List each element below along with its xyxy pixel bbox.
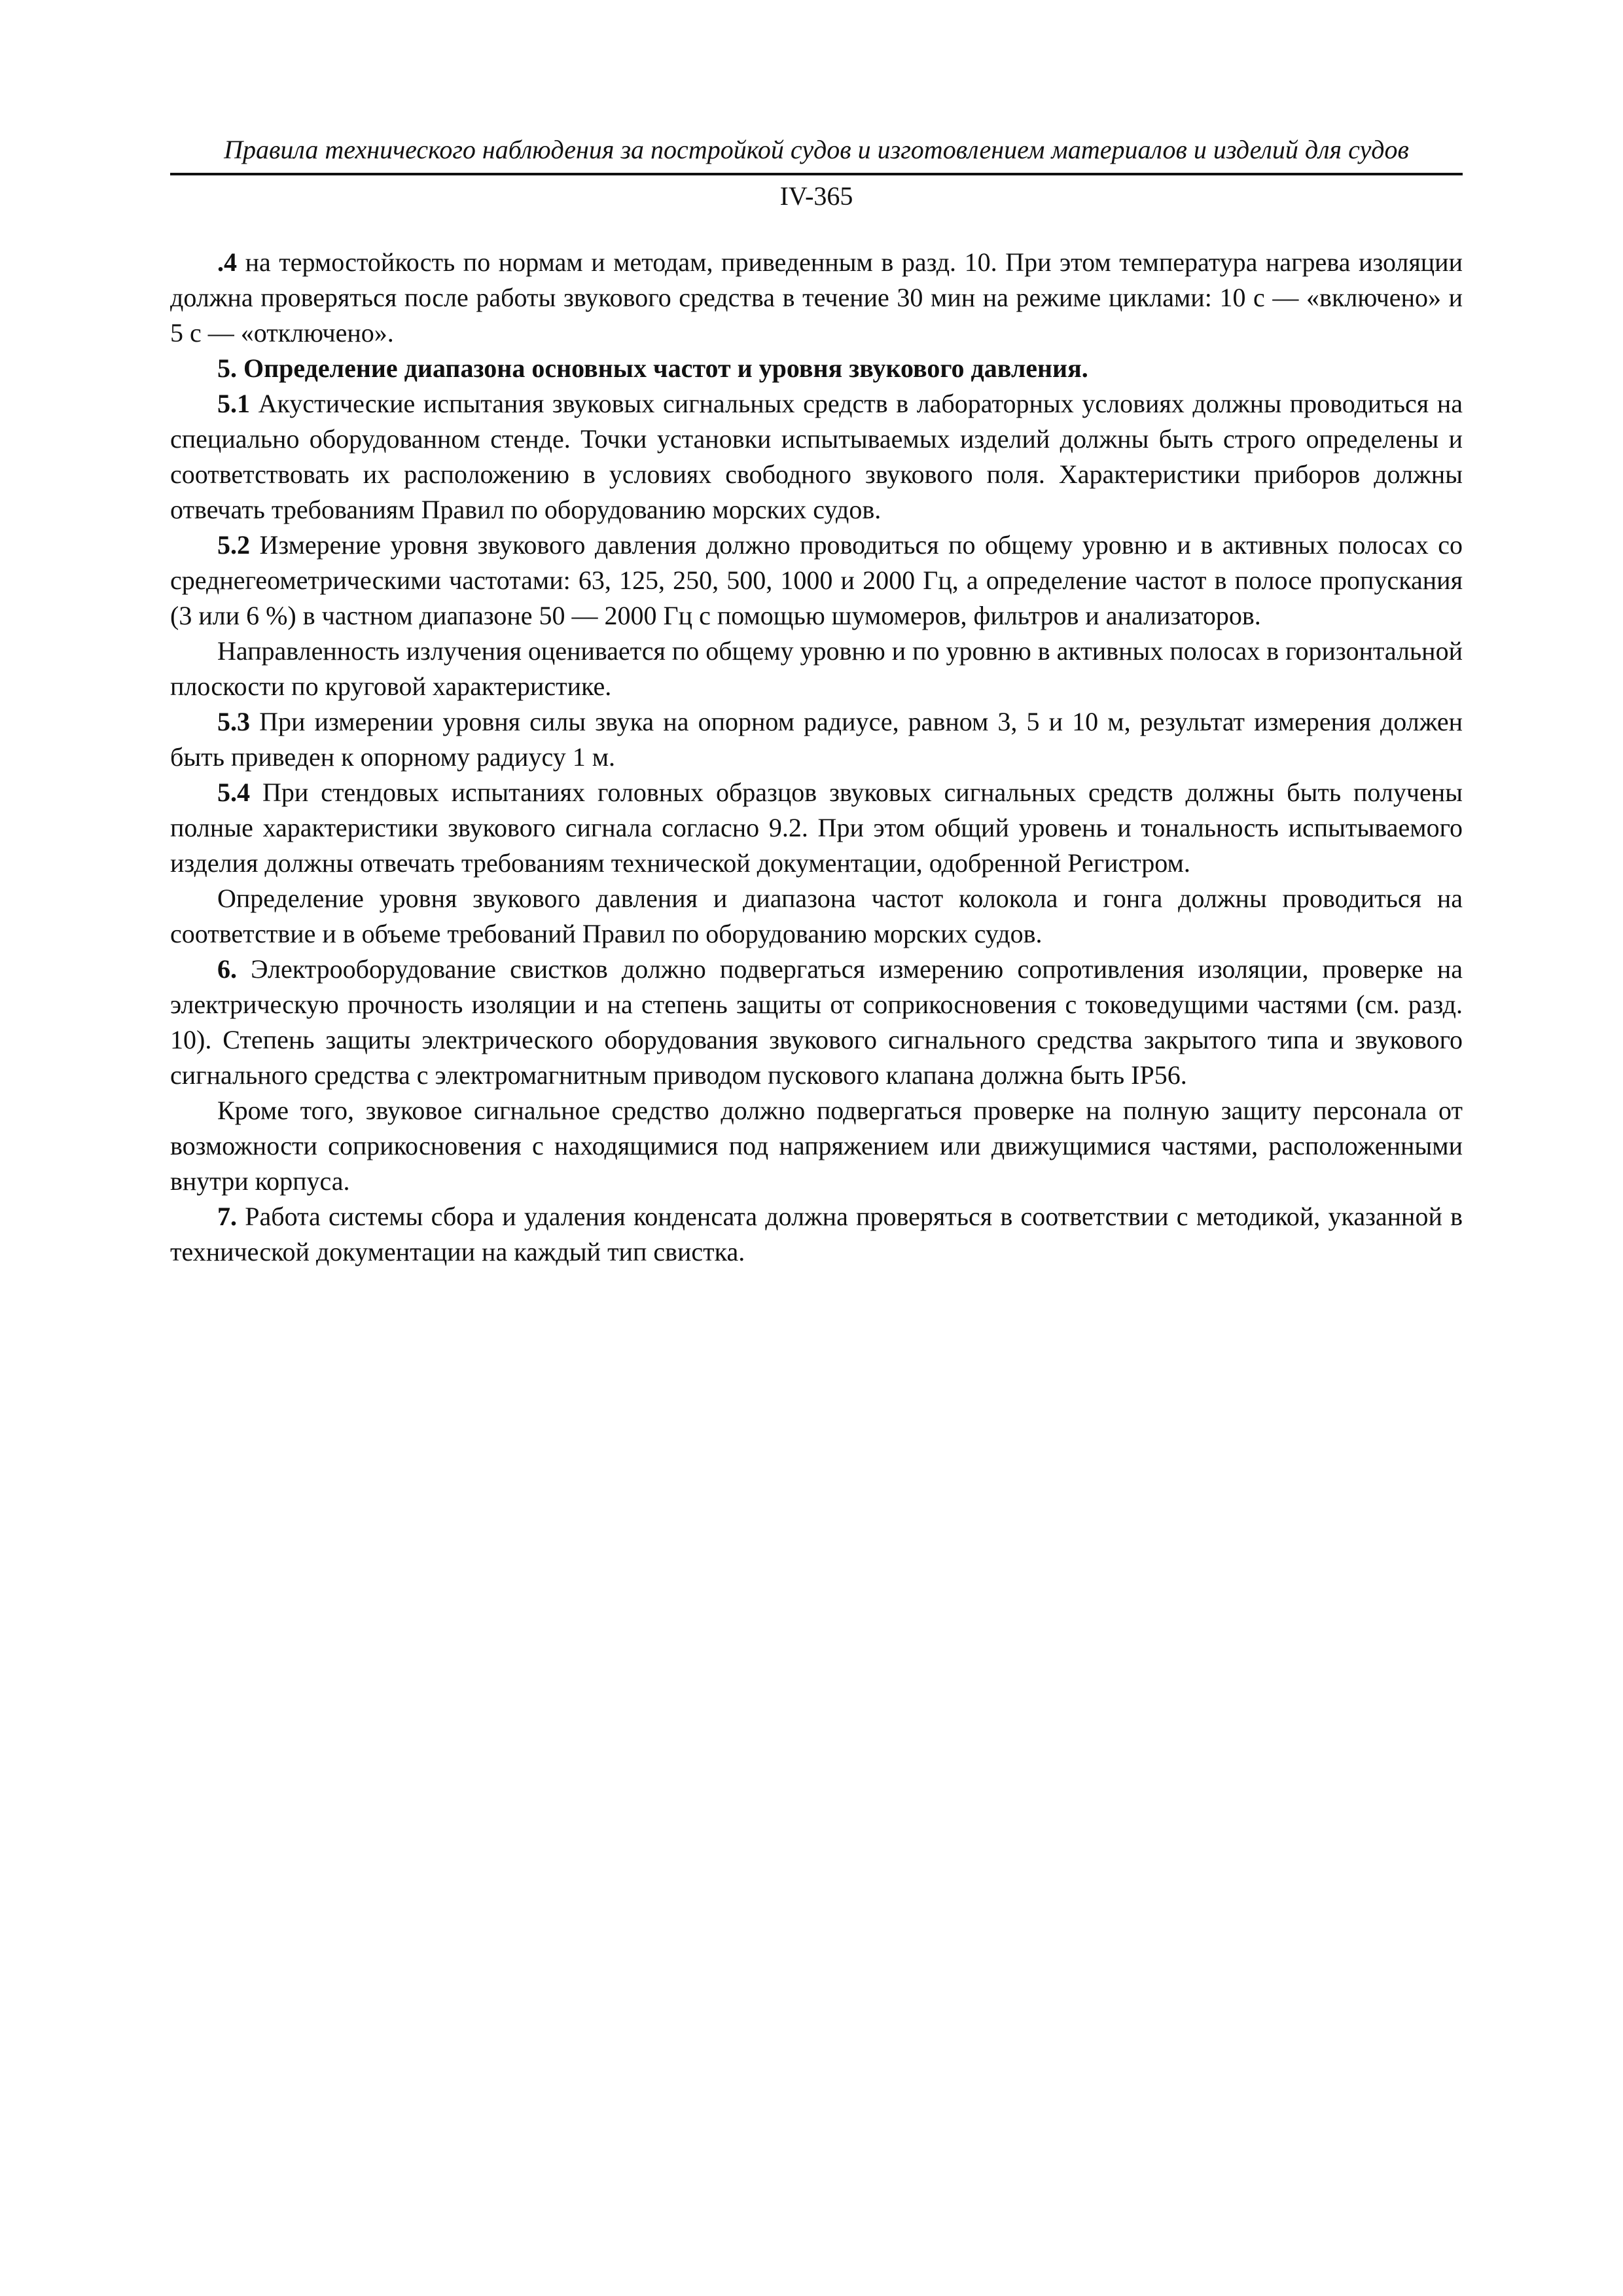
paragraph-text: Кроме того, звуковое сигнальное средство должно подвергаться проверке на полную защиту персонала от возможности соприкосновения с находящимися под напряжением или движущимися частями, расположенными внутри корпуса. [170, 1096, 1463, 1196]
paragraph-text: При стендовых испытаниях головных образцов звуковых сигнальных средств должны быть получены полные характеристики звукового сигнала согласно 9.2. При этом общий уровень и тональность испытываемого изделия должны отвечать требованиям технической документации, одобренной Регистром. [170, 778, 1463, 878]
running-header: Правила технического наблюдения за постройкой судов и изготовлением материалов и изделий для судов [170, 131, 1463, 175]
paragraph-7 [170, 1199, 1463, 1270]
document-body [170, 245, 1463, 1270]
section-heading-text: 5. Определение диапазона основных частот и уровня звукового давления. [217, 353, 1088, 383]
paragraph-5-1 [170, 386, 1463, 528]
paragraph-5-4-bell-gong [170, 881, 1463, 952]
paragraph-number: 6. [217, 954, 237, 984]
paragraph-6 [170, 952, 1463, 1093]
paragraph-5-4 [170, 775, 1463, 881]
paragraph-6-protection [170, 1093, 1463, 1199]
paragraph-4-heat-resistance [170, 245, 1463, 351]
paragraph-number: 5.1 [217, 389, 250, 418]
paragraph-text: Акустические испытания звуковых сигнальных средств в лабораторных условиях должны проводиться на специально оборудованном стенде. Точки установки испытываемых изделий должны быть строго определены и соответствовать их расположению в условиях свободного звукового поля. Характеристики приборов должны отвечать требованиям Правил по оборудованию морских судов. [170, 389, 1463, 524]
paragraph-text: Направленность излучения оценивается по общему уровню и по уровню в активных полосах в горизонтальной плоскости по круговой характеристике. [170, 636, 1463, 701]
paragraph-5-3 [170, 704, 1463, 775]
paragraph-text: Электрооборудование свистков должно подвергаться измерению сопротивления изоляции, проверке на электрическую прочность изоляции и на степень защиты от соприкосновения с токоведущими частями (см. разд. 10). Степень защиты электрического оборудования звукового сигнального средства закрытого типа и звукового сигнального средства с электромагнитным приводом пускового клапана должна быть IP56. [170, 954, 1463, 1090]
paragraph-text: Работа системы сбора и удаления конденсата должна проверяться в соответствии с методикой, указанной в технической документации на каждый тип свистка. [170, 1202, 1463, 1266]
paragraph-text: на термостойкость по нормам и методам, приведенным в разд. 10. При этом температура нагрева изоляции должна проверяться после работы звукового средства в течение 30 мин на режиме циклами: 10 с — «включено» и 5 с — «отключено». [170, 247, 1463, 348]
paragraph-text: Измерение уровня звукового давления должно проводиться по общему уровню и в активных полосах со среднегеометрическими частотами: 63, 125, 250, 500, 1000 и 2000 Гц, а определение частот в полосе пропускания (3 или 6 %) в частном диапазоне 50 — 2000 Гц с помощью шумомеров, фильтров и анализаторов. [170, 530, 1463, 630]
paragraph-number: 5.2 [217, 530, 250, 560]
page-number: IV-365 [779, 181, 853, 211]
paragraph-number: 5.4 [217, 778, 250, 807]
section-heading-5 [170, 351, 1463, 386]
paragraph-number: 7. [217, 1202, 237, 1231]
paragraph-number: .4 [217, 247, 237, 277]
paragraph-5-2-directivity [170, 634, 1463, 704]
paragraph-text: Определение уровня звукового давления и диапазона частот колокола и гонга должны проводиться на соответствие и в объеме требований Правил по оборудованию морских судов. [170, 884, 1463, 948]
paragraph-number: 5.3 [217, 707, 250, 736]
paragraph-text: При измерении уровня силы звука на опорном радиусе, равном 3, 5 и 10 м, результат измерения должен быть приведен к опорному радиусу 1 м. [170, 707, 1463, 772]
document-page [170, 131, 1463, 1270]
paragraph-5-2 [170, 528, 1463, 634]
